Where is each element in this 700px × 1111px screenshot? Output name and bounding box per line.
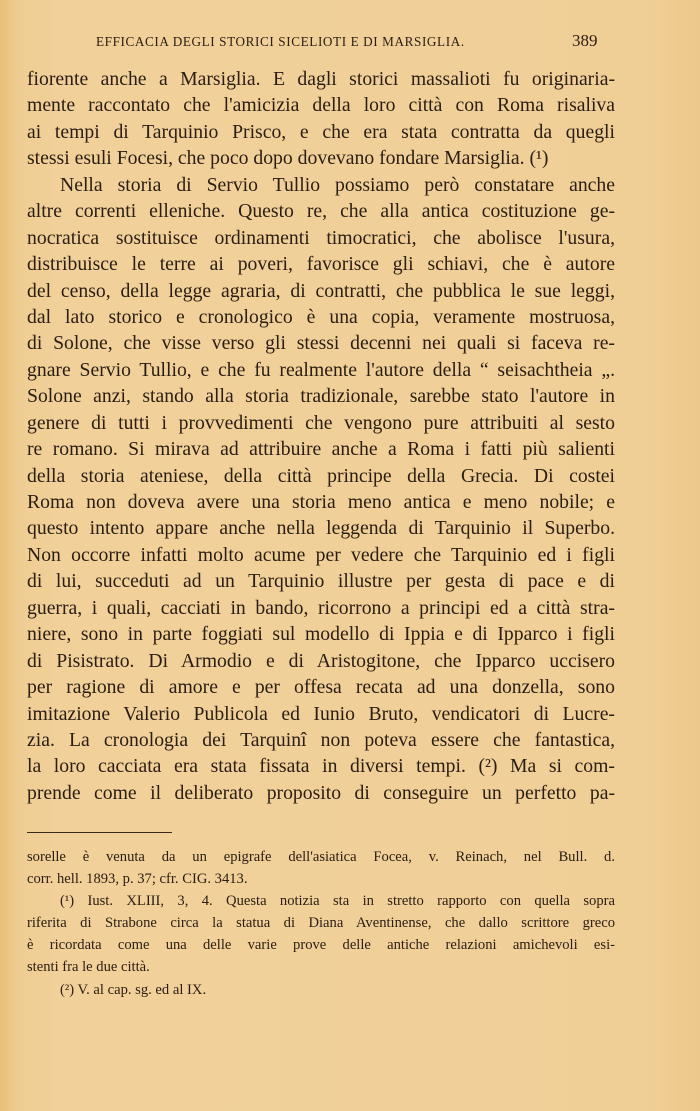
- running-header: EFFICACIA DEGLI STORICI SICELIOTI E DI MARSIGLIA.: [96, 34, 465, 49]
- text-line: per ragione di amore e per offesa recata ad una donzella, sono: [27, 676, 615, 699]
- text-line: ai tempi di Tarquinio Prisco, e che era stata contratta da quegli: [27, 120, 615, 143]
- text-line: re romano. Si mirava ad attribuire anche a Roma i fatti più salienti: [27, 438, 615, 461]
- text-line: fiorente anche a Marsiglia. E dagli storici massalioti fu originaria-: [27, 68, 615, 90]
- text-line: genere di tutti i provvedimenti che vengono pure attribuiti al sesto: [27, 411, 615, 434]
- text-line: prende come il deliberato proposito di conseguire un perfetto pa-: [27, 781, 615, 804]
- text-line: dal lato storico e cronologico è una copia, veramente mostruosa,: [27, 305, 615, 328]
- text-line: gnare Servio Tullio, e che fu realmente l'autore della “ seisachtheia „.: [27, 358, 615, 381]
- text-line: distribuisce le terre ai poveri, favorisce gli schiavi, che è autore: [27, 253, 615, 276]
- text-line: la loro cacciata era stata fissata in diversi tempi. (²) Ma si com-: [27, 755, 615, 778]
- text-line: questo intento appare anche nella leggenda di Tarquinio il Superbo.: [27, 517, 615, 540]
- footnote-line: (²) V. al cap. sg. ed al IX.: [60, 981, 207, 998]
- text-line: della storia ateniese, della città principe della Grecia. Di costei: [27, 464, 615, 487]
- text-line: del censo, della legge agraria, di contratti, che pubblica le sue leggi,: [27, 279, 615, 302]
- text-line: stessi esuli Focesi, che poco dopo dovevano fondare Marsiglia. (¹): [27, 147, 549, 170]
- footnote-divider: [27, 832, 172, 833]
- text-line: Roma non doveva avere una storia meno antica e meno nobile; e: [27, 491, 615, 513]
- text-line: guerra, i quali, cacciati in bando, ricorrono a principi ed a città stra-: [27, 596, 615, 619]
- text-line: nocratica sostituisce ordinamenti timocratici, che abolisce l'usura,: [27, 226, 615, 249]
- text-line: Nella storia di Servio Tullio possiamo però constatare anche: [60, 173, 615, 196]
- text-line: Solone anzi, stando alla storia tradizionale, sarebbe stato l'autore in: [27, 385, 615, 408]
- page-number: 389: [572, 31, 598, 50]
- text-line: di Pisistrato. Di Armodio e di Aristogitone, che Ipparco uccisero: [27, 649, 615, 672]
- footnote-line: riferita di Strabone circa la statua di Diana Aventinense, che dallo scrittore greco: [27, 915, 615, 932]
- footnote-line: stenti fra le due città.: [27, 959, 150, 976]
- footnotes: [27, 846, 615, 1001]
- text-line: niere, sono in parte foggiati sul modello di Ippia e di Ipparco i figli: [27, 623, 615, 646]
- main-text: [27, 66, 615, 806]
- text-line: di Solone, che visse verso gli stessi decenni nei quali si faceva re-: [27, 332, 615, 355]
- footnote-line: è ricordata come una delle varie prove delle antiche relazioni amichevoli esi-: [27, 937, 615, 954]
- text-line: Non occorre infatti molto acume per vedere che Tarquinio ed i figli: [27, 543, 615, 566]
- text-line: zia. La cronologia dei Tarquinî non poteva essere che fantastica,: [27, 728, 615, 751]
- footnote-line: (¹) Iust. XLIII, 3, 4. Questa notizia sta in stretto rapporto con quella sopra: [60, 893, 615, 910]
- text-line: di lui, succeduti ad un Tarquinio illustre per gesta di pace e di: [27, 570, 615, 593]
- footnote-line: sorelle è venuta da un epigrafe dell'asiatica Focea, v. Reinach, nel Bull. d.: [27, 849, 615, 865]
- text-line: imitazione Valerio Publicola ed Iunio Bruto, vendicatori di Lucre-: [27, 702, 615, 725]
- text-line: altre correnti elleniche. Questo re, che alla antica costituzione ge-: [27, 200, 615, 223]
- text-line: mente raccontato che l'amicizia della loro città con Roma risaliva: [27, 94, 615, 117]
- footnote-line: corr. hell. 1893, p. 37; cfr. CIG. 3413.: [27, 871, 248, 888]
